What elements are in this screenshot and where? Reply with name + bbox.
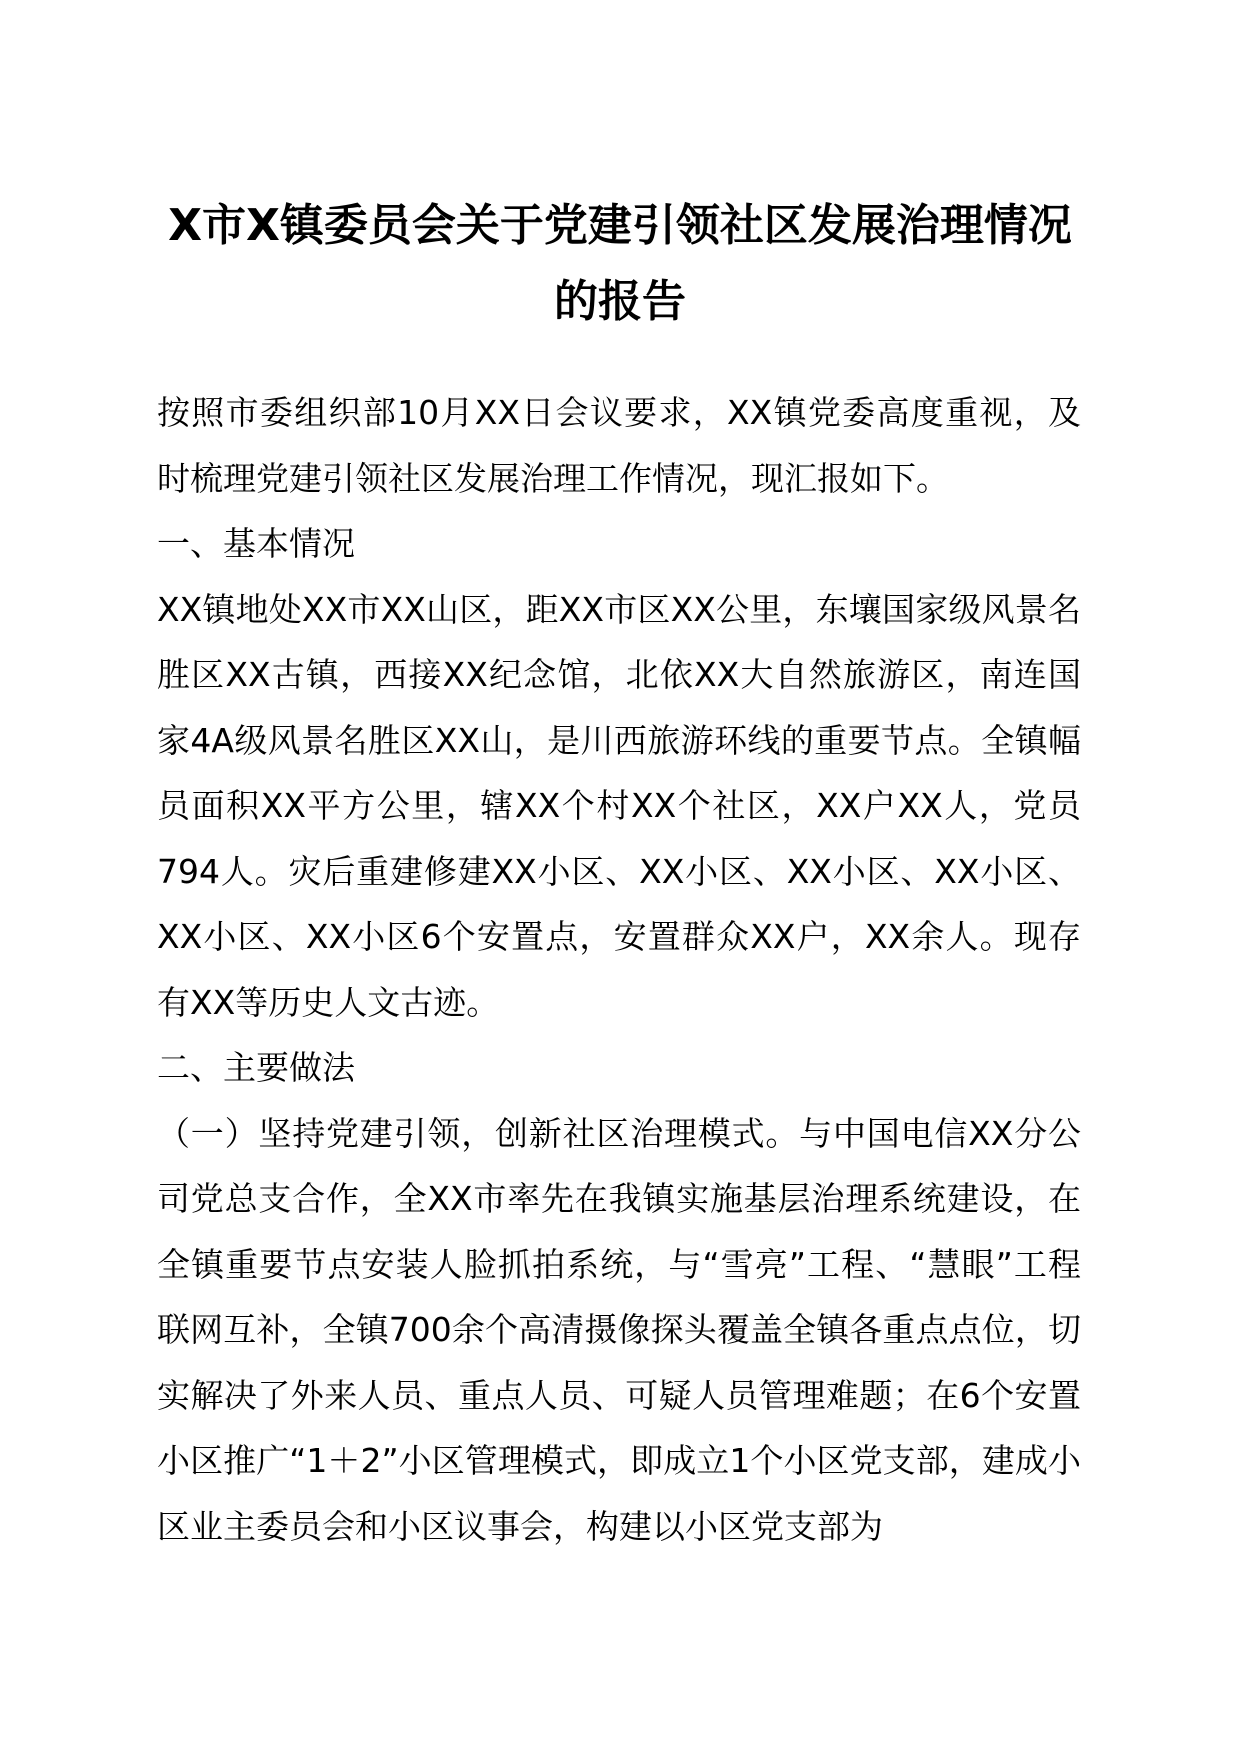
practice-paragraph-1: （一）坚持党建引领，创新社区治理模式。与中国电信XX分公司党总支合作，全XX市率先在我镇实施基层治理系统建设，在全镇重要节点安装人脸抓拍系统，与“雪亮”工程、“慧眼”工程联网互补，全镇700余个高清摄像探头覆盖全镇各重点点位，切实解决了外来人员、重点人员、可疑人员管理难题；在6个安置小区推广“1＋2”小区管理模式，即成立1个小区党支部，建成小区业主委员会和小区议事会，构建以小区党支部为 [157, 1113, 1081, 1546]
document-title: X市X镇委员会关于党建引领社区发展治理情况的报告 [168, 200, 1072, 327]
document-body [157, 380, 1081, 1559]
intro-paragraph: 按照市委组织部10月XX日会议要求，XX镇党委高度重视，及时梳理党建引领社区发展治理工作情况，现汇报如下。 [157, 393, 1081, 498]
basic-situation-paragraph: XX镇地处XX市XX山区，距XX市区XX公里，东壤国家级风景名胜区XX古镇，西接XX纪念馆，北依XX大自然旅游区，南连国家4A级风景名胜区XX山，是川西旅游环线的重要节点。全镇幅员面积XX平方公里，辖XX个村XX个社区，XX户XX人，党员794人。灾后重建修建XX小区、XX小区、XX小区、XX小区、XX小区、XX小区6个安置点，安置群众XX户，XX余人。现存有XX等历史人文古迹。 [157, 589, 1081, 1022]
section-heading-basic-situation: 一、基本情况 [157, 524, 355, 563]
section-heading-main-practices: 二、主要做法 [157, 1048, 355, 1087]
